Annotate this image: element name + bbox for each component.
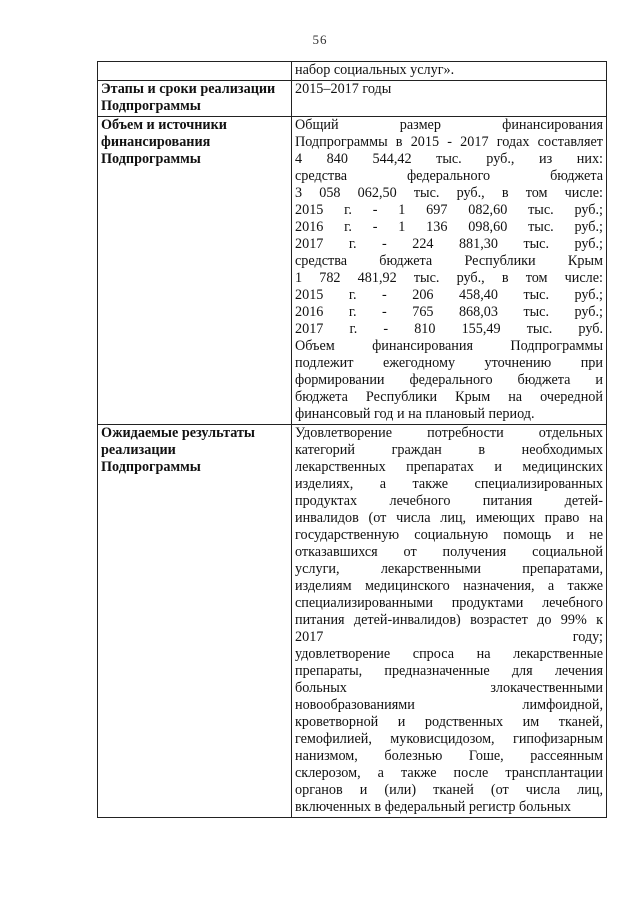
content-line: Общий размер финансирования xyxy=(295,117,603,133)
content-line: включенных в федеральный регистр больных xyxy=(295,799,571,815)
content-line: Удовлетворение потребности отдельных xyxy=(295,425,603,441)
content-line: 2015 г. - 206 458,40 тыс. руб.; xyxy=(295,287,603,303)
content-line: подлежит ежегодному уточнению при xyxy=(295,355,603,371)
content-line: формировании федерального бюджета и xyxy=(295,372,603,388)
content-line: категорий граждан в необходимых xyxy=(295,442,603,458)
content-line: 1 782 481,92 тыс. руб., в том числе: xyxy=(295,270,603,286)
content-line: 2017 г. - 810 155,49 тыс. руб. xyxy=(295,321,603,337)
content-line: 2017 г. - 224 881,30 тыс. руб.; xyxy=(295,236,603,252)
content-line: кроветворной и родственных им тканей, xyxy=(295,714,603,730)
content-line: 2015–2017 годы xyxy=(295,81,392,97)
row-label-line: Ожидаемые результаты xyxy=(101,425,255,441)
content-line: удовлетворение спроса на лекарственные xyxy=(295,646,603,662)
row-label-line: Подпрограммы xyxy=(101,98,201,114)
content-line: 2016 г. - 1 136 098,60 тыс. руб.; xyxy=(295,219,603,235)
row-label-cell xyxy=(98,81,292,117)
row-stages-and-terms xyxy=(98,81,607,117)
content-line: склерозом, а также после трансплантации xyxy=(295,765,603,781)
content-line: средства бюджета Республики Крым xyxy=(295,253,603,269)
content-line: продуктах лечебного питания детей- xyxy=(295,493,603,509)
row-label-line: финансирования xyxy=(101,134,211,150)
content-line: препараты, предназначенные для лечения xyxy=(295,663,603,679)
content-line: 2017 году; xyxy=(295,629,603,645)
row-label-cell xyxy=(98,425,292,818)
passport-table xyxy=(97,61,607,818)
content-line: бюджета Республики Крым на очередной xyxy=(295,389,603,405)
content-line: питания детей-инвалидов) возрастет до 99% к xyxy=(295,612,603,628)
content-line: больных злокачественными xyxy=(295,680,603,696)
content-line: отказавшихся от получения социальной xyxy=(295,544,603,560)
table-body xyxy=(98,62,607,818)
page-number: 56 xyxy=(312,32,328,47)
row-content-cell xyxy=(292,425,607,818)
content-line: 3 058 062,50 тыс. руб., в том числе: xyxy=(295,185,603,201)
content-line: специализированными продуктами лечебного xyxy=(295,595,603,611)
content-line: Объем финансирования Подпрограммы xyxy=(295,338,603,354)
content-line: государственную социальную помощь и не xyxy=(295,527,603,543)
row-label-cell xyxy=(98,62,292,81)
content-line: услуги, лекарственными препаратами, xyxy=(295,561,603,577)
row-funding xyxy=(98,117,607,425)
row-continuation xyxy=(98,62,607,81)
row-label-line: реализации xyxy=(101,442,176,458)
content-line: 2015 г. - 1 697 082,60 тыс. руб.; xyxy=(295,202,603,218)
content-line: гемофилией, муковисцидозом, гипофизарным xyxy=(295,731,603,747)
content-line: Подпрограммы в 2015 - 2017 годах составляет xyxy=(295,134,603,150)
content-line: набор социальных услуг». xyxy=(295,62,455,78)
content-line: финансовый год и на плановый период. xyxy=(295,406,535,422)
row-label-cell xyxy=(98,117,292,425)
content-line: 4 840 544,42 тыс. руб., из них: xyxy=(295,151,603,167)
content-line: средства федерального бюджета xyxy=(295,168,603,184)
content-line: нанизмом, болезнью Гоше, рассеянным xyxy=(295,748,603,764)
row-label-line: Подпрограммы xyxy=(101,459,201,475)
row-label-line: Объем и источники xyxy=(101,117,227,133)
content-line: изделиям медицинского назначения, а также xyxy=(295,578,603,594)
content-line: лекарственных препаратах и медицинских xyxy=(295,459,603,475)
content-line: изделиях, а также специализированных xyxy=(295,476,603,492)
row-content-cell xyxy=(292,117,607,425)
row-content-cell xyxy=(292,81,607,117)
row-content-cell xyxy=(292,62,607,81)
row-label-line: Подпрограммы xyxy=(101,151,201,167)
content-line: органов и (или) тканей (от числа лиц, xyxy=(295,782,603,798)
content-line: новообразованиями лимфоидной, xyxy=(295,697,603,713)
row-label-line: Этапы и сроки реализации xyxy=(101,81,276,97)
content-line: инвалидов (от числа лиц, имеющих право на xyxy=(295,510,603,526)
row-expected-results xyxy=(98,425,607,818)
content-line: 2016 г. - 765 868,03 тыс. руб.; xyxy=(295,304,603,320)
